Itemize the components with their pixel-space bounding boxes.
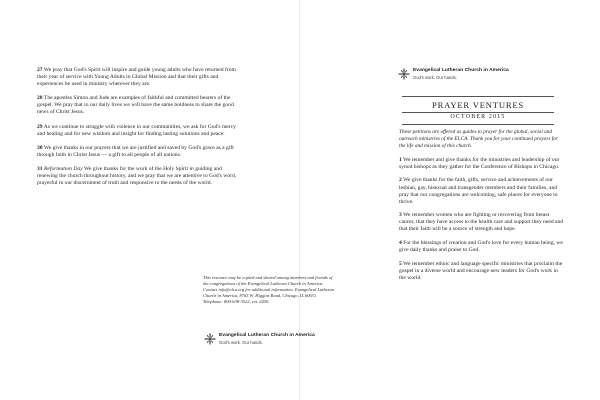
prayer-item xyxy=(37,166,240,187)
prayer-item xyxy=(37,124,240,138)
prayer-text: We remember and give thanks for the ministries and leadership of our synod bishops as they gather for the Conference of Bishops in Chicago. xyxy=(399,156,560,170)
prayer-item xyxy=(399,240,565,254)
prayer-number: 4 xyxy=(399,240,402,247)
header-rule-top xyxy=(402,96,554,97)
prayer-text: We give thanks in our prayers that we are justified and saved by God's grace as a gift through faith in Christ Jesus — a gift to all people of all nations. xyxy=(37,144,234,158)
prayer-item xyxy=(399,157,565,171)
prayer-item xyxy=(399,212,565,233)
prayer-item xyxy=(399,261,565,282)
prayer-text: As we continue to struggle with violence in our communities, we ask for God's mercy and healing and for new wisdom and insight for finding lasting solutions and peace. xyxy=(37,123,236,137)
elca-cross-logo-icon xyxy=(398,68,410,80)
prayer-item xyxy=(37,145,240,159)
prayer-label: Reformation Day xyxy=(44,165,83,172)
prayer-number: 1 xyxy=(399,156,402,163)
prayer-text: We give thanks for the work of the Holy Spirit in guiding and renewing the church throughout history, and we pray that we are attentive to God's word, prayerful in our discernment of truth and responsive to the needs of the world. xyxy=(37,165,237,187)
prayer-number: 28 xyxy=(37,95,43,102)
prayer-number: 3 xyxy=(399,212,402,219)
elca-logo-top xyxy=(398,68,509,80)
prayer-number: 2 xyxy=(399,177,402,184)
logo-org-name: Evangelical Lutheran Church in America xyxy=(219,333,315,338)
intro-text: These petitions are offered as guides to prayer for the global, social and outreach ministries of the ELCA. Thank you for your continued prayers for the life and mission of this church. xyxy=(399,129,558,149)
logo-text xyxy=(413,68,509,80)
prayer-number: 29 xyxy=(37,123,43,130)
prayer-list-left xyxy=(37,67,240,194)
logo-org-name: Evangelical Lutheran Church in America xyxy=(413,68,509,73)
prayer-text: The apostles Simon and Jude are examples of faithful and committed bearers of the gospel. We pray that in our daily lives we will have the same boldness to share the good news of Christ Jesus. xyxy=(37,95,234,116)
prayer-text: We remember ethnic and language specific ministries that proclaim the gospel in a diverse world and encourage new leaders for God's work in the world. xyxy=(399,260,563,281)
prayer-text: We remember women who are fighting or recovering from breast cancer, that they have access to the health care and support they need and that their faith will be a source of strength and hope. xyxy=(399,212,564,233)
page-title: PRAYER VENTURES xyxy=(432,100,524,110)
issue-date: OCTOBER 2015 xyxy=(450,114,506,120)
copyright-note: This resource may be copied and shared among members and friends of the congregations of the Evangelical Lutheran Church in America. Contact info@elca.org for additional information. Evangelical Lutheran Church in America, 8765 W. Higgins Road, Chicago, IL 60631. Telephone: 800-638-3522, ext. 2450. xyxy=(203,275,334,304)
header-rule-bottom xyxy=(402,124,554,125)
elca-cross-logo-icon xyxy=(204,333,216,345)
prayer-item xyxy=(37,67,240,88)
elca-logo-bottom xyxy=(204,333,315,345)
logo-tagline: God's work. Our hands. xyxy=(219,339,263,345)
prayer-number: 27 xyxy=(37,67,43,73)
prayer-item xyxy=(37,95,240,116)
prayer-number: 31 xyxy=(37,165,43,172)
logo-tagline: God's work. Our hands. xyxy=(413,74,457,80)
logo-text xyxy=(219,333,315,345)
prayer-number: 30 xyxy=(37,144,43,151)
prayer-text: We pray that God's Spirit will inspire and guide young adults who have returned from their year of service with Young Adults in Global Mission and that their gifts and experiences be used in ministry wherever they are. xyxy=(37,67,236,88)
prayer-list-right xyxy=(399,129,565,289)
prayer-ventures-header xyxy=(402,96,554,125)
prayer-number: 5 xyxy=(399,260,402,267)
prayer-text: For the blessings of creation and God's love for every human being, we give daily thanks and praise to God. xyxy=(399,240,563,254)
prayer-text: We give thanks for the faith, gifts, service and achievements of our lesbian, gay, bisexual and transgender members and their families, and pray that our congregations are welcoming, safe places for everyone to thrive. xyxy=(399,177,558,205)
prayer-item xyxy=(399,177,565,205)
